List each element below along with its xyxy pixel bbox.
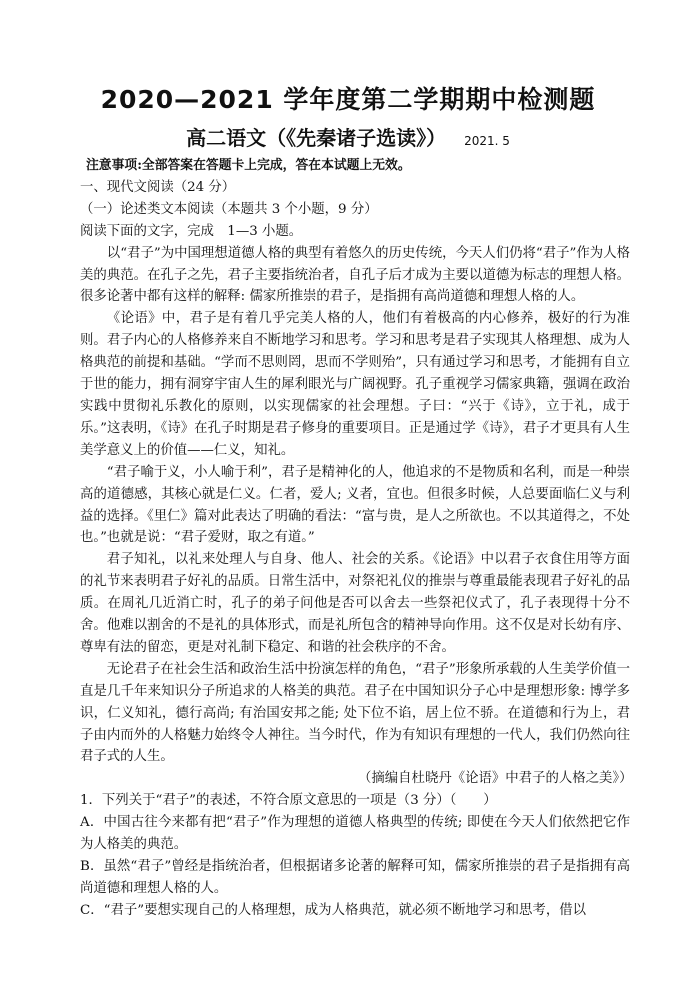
passage-paragraph: 无论君子在社会生活和政治生活中扮演怎样的角色，“君子”形象所承载的人生美学价值一直是几千年来知识分子所追求的人格美的典范。君子在中国知识分子心中是理想形象: 博学多识，仁义知礼，德行高尚; 有治国安邦之能; 处下位不谄，居上位不骄。在道德和行为上，君子由内而外的人格魅力始终令人神往。当今时代，作为有知识有理想的一代人，我们仍然向往君子式的人生。 [80,661,630,765]
passage-paragraph: 以“君子”为中国理想道德人格的典型有着悠久的历史传统，今天人们仍将“君子”作为人格美的典范。在孔子之先，君子主要指统治者，自孔子后才成为主要以道德为标志的理想人格。很多论著中都有这样的解释: 儒家所推崇的君子，是指拥有高尚道德和理想人格的人。 [80,245,630,305]
section-subheading: （一）论述类文本阅读（本题共 3 个小题，9 分） [80,201,378,217]
section-heading: 一、现代文阅读（24 分） [80,179,236,195]
exam-body [80,155,633,922]
passage-paragraph: “君子喻于义，小人喻于利”，君子是精神化的人，他追求的不是物质和名利，而是一种崇高的道德感，其核心就是仁义。仁者，爱人; 义者，宜也。但很多时候，人总要面临仁义与利益的选择。《里仁》篇对此表达了明确的看法：“富与贵，是人之所欲也。不以其道得之，不处也。”也就是说：“君子爱财，取之有道。” [80,464,630,546]
question-stem: 1．下列关于“君子”的表述，不符合原文意思的一项是（3 分）（ ） [80,793,497,809]
subject-label: 高二语文（《先秦诸子选读》） [186,126,447,150]
question-option-c: C．“君子”要想实现自己的人格理想，成为人格典范，就必须不断地学习和思考，借以 [80,902,586,918]
exam-subtitle [0,122,696,151]
question-option-a: A．中国古往今来都有把“君子”作为理想的道德人格典型的传统; 即使在今天人们依然把它作为人格美的典范。 [80,815,630,853]
passage-paragraph: 《论语》中，君子是有着几乎完美人格的人，他们有着极高的内心修养，极好的行为准则。君子内心的人格修养来自不断地学习和思考。学习和思考是君子实现其人格理想、成为人格典范的前提和基础。“学而不思则罔，思而不学则殆”，只有通过学习和思考，才能拥有自立于世的能力，拥有洞穿宇宙人生的犀利眼光与广阔视野。孔子重视学习儒家典籍，强调在政治实践中贯彻礼乐教化的原则，以实现儒家的社会理想。子曰：“兴于《诗》，立于礼，成于乐。”这表明，《诗》在孔子时期是君子修身的重要项目。正是通过学《诗》，君子才更具有人生美学意义上的价值——仁义，知礼。 [80,311,630,458]
notice-text: 注意事项:全部答案在答题卡上完成，答在本试题上无效。 [86,158,411,173]
reading-instruction: 阅读下面的文字，完成 1—3 小题。 [80,223,303,239]
exam-title: 2020—2021 学年度第二学期期中检测题 [100,85,596,114]
exam-date: 2021. 5 [464,134,510,148]
passage-citation: （摘编自杜晓丹《论语》中君子的人格之美》） [358,771,633,787]
passage-paragraph: 君子知礼，以礼来处理人与自身、他人、社会的关系。《论语》中以君子衣食住用等方面的礼节来表明君子好礼的品质。日常生活中，对祭祀礼仪的推崇与尊重最能表现君子好礼的品质。在周礼几近消亡时，孔子的弟子问他是否可以舍去一些祭祀仪式了，孔子表现得十分不舍。他难以割舍的不是礼的具体形式，而是礼所包含的精神导向作用。这不仅是对长幼有序、尊卑有法的留恋，更是对礼制下稳定、和谐的社会秩序的不舍。 [80,552,630,655]
question-option-b: B．虽然“君子”曾经是指统治者，但根据诸多论著的解释可知，儒家所推崇的君子是指拥有高尚道德和理想人格的人。 [80,859,630,896]
